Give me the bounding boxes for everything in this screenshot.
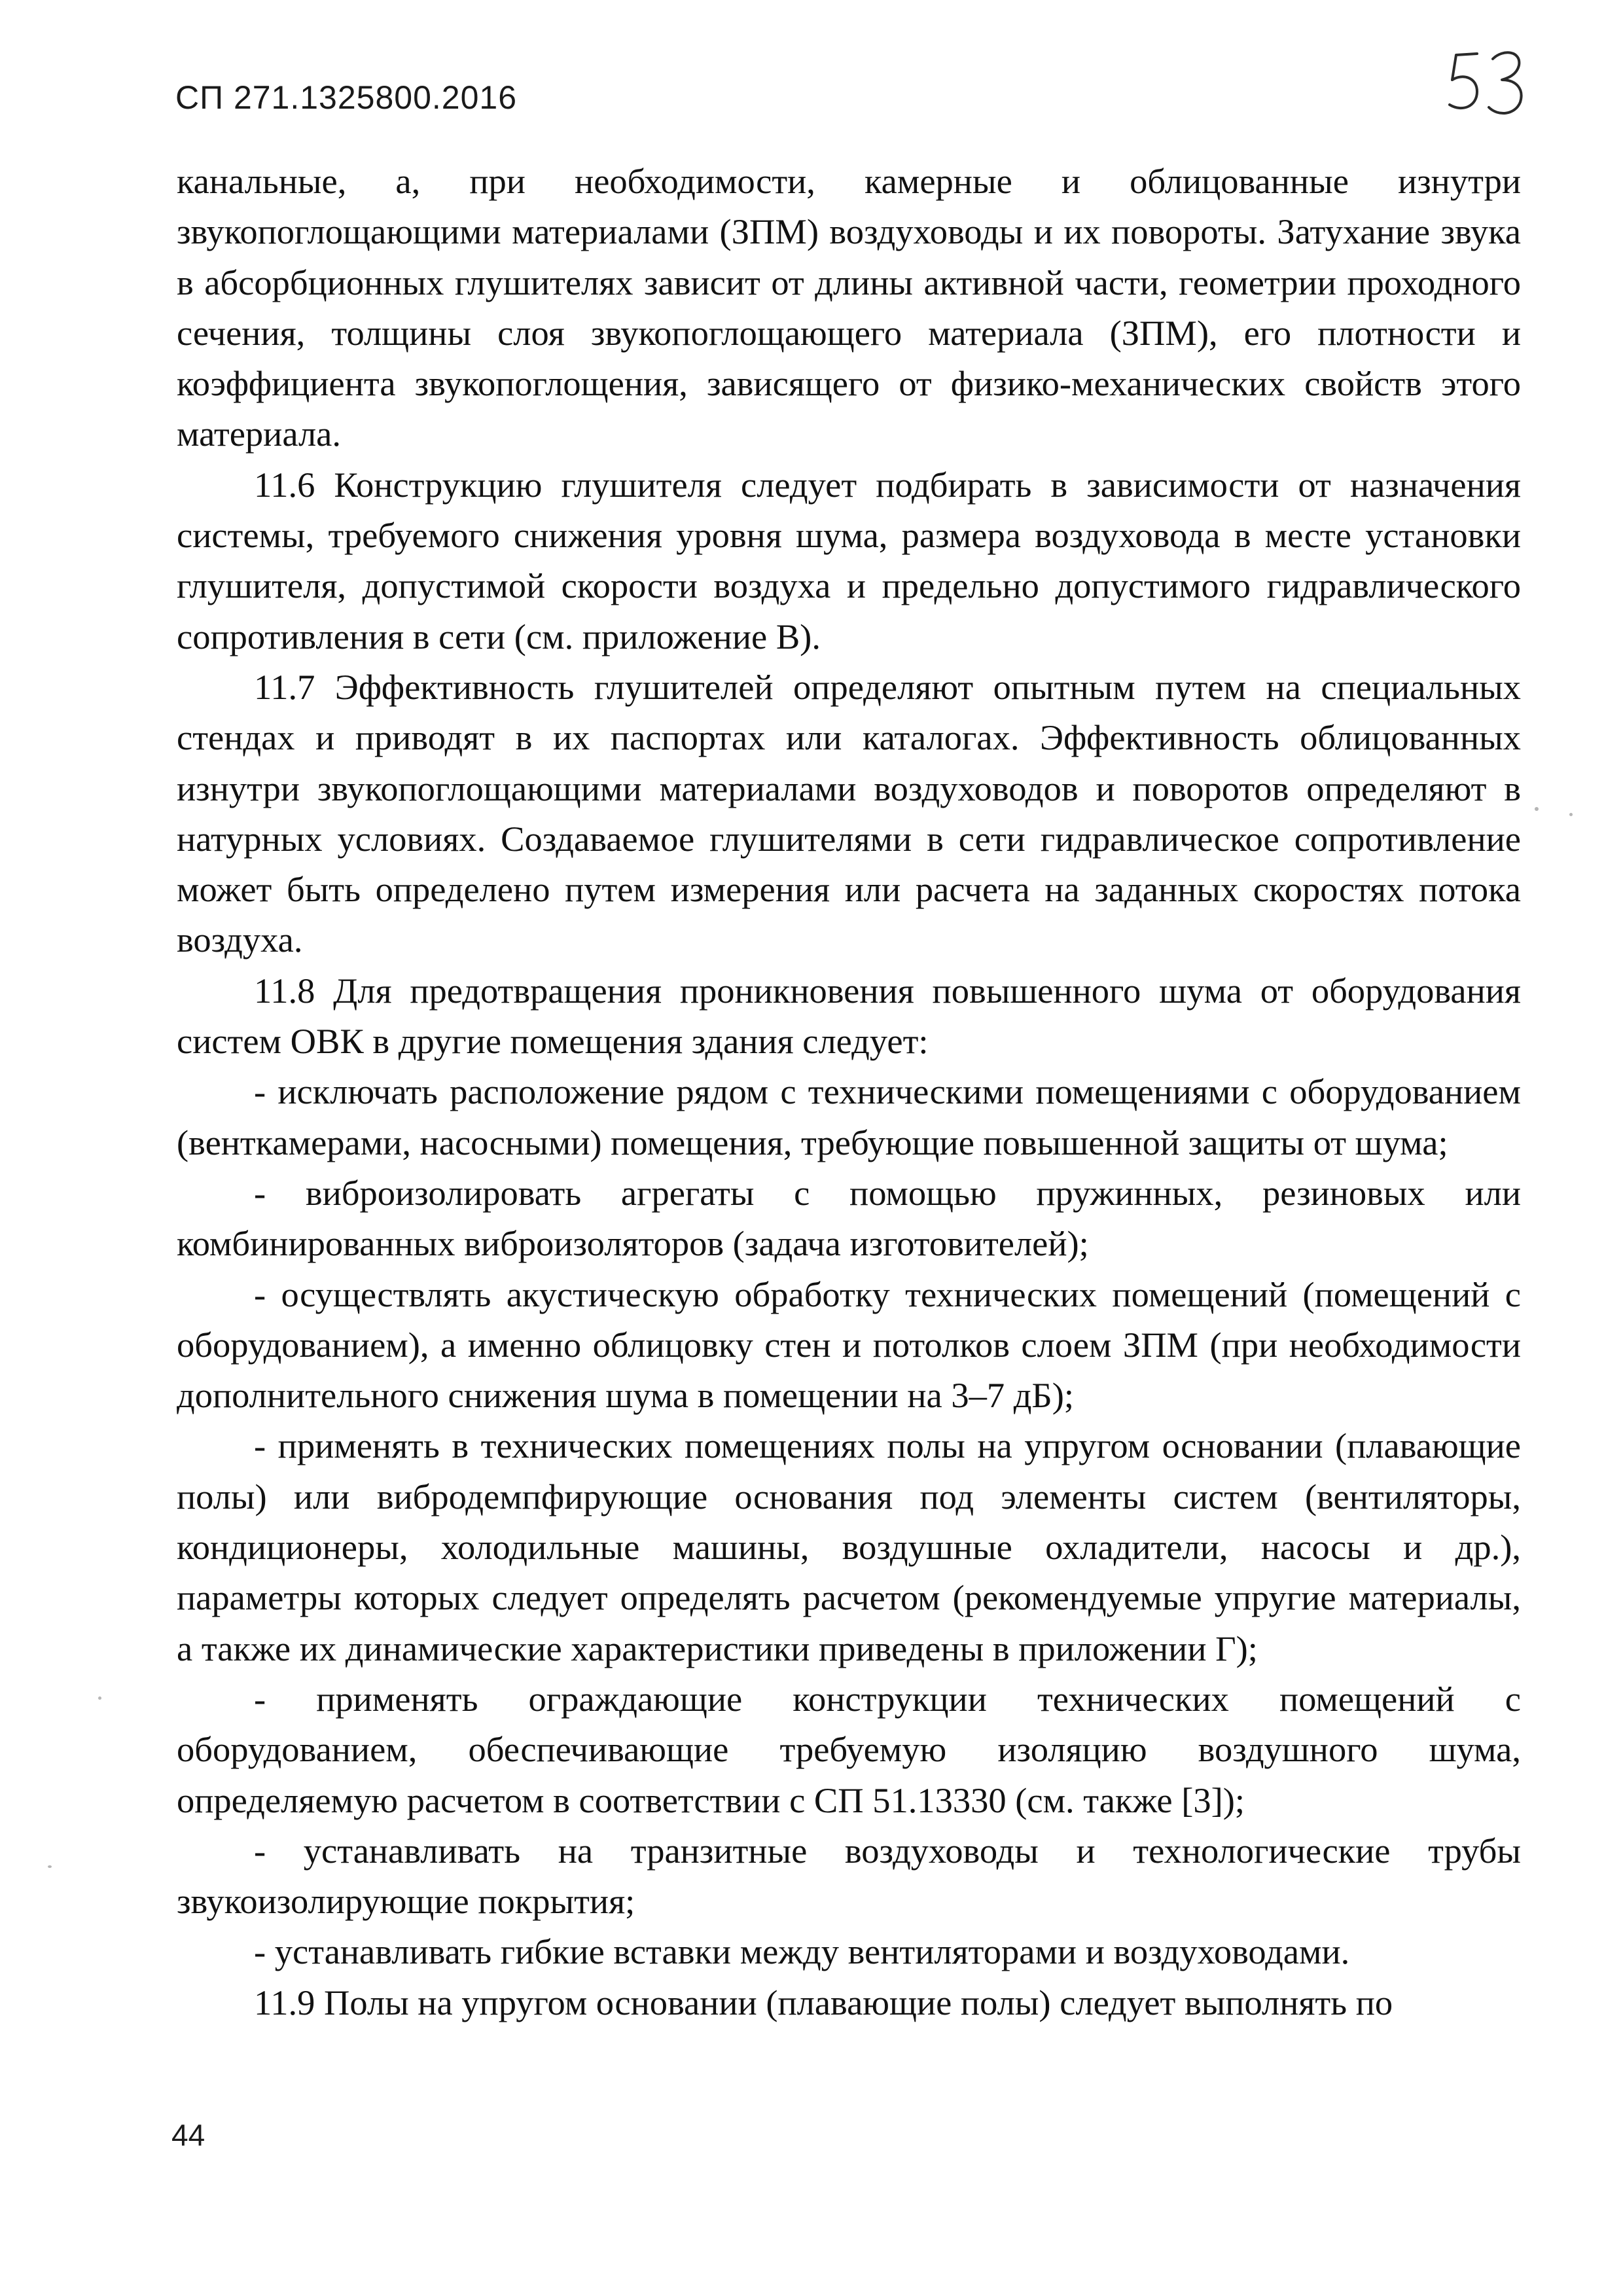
list-item-acoustic-treatment: - осуществлять акустическую обработку технических помещений (помещений с оборудованием), а именно облицовку стен и потолков слоем ЗПМ (при необходимости дополнительного снижения шума в помещении на 3–7 дБ);: [177, 1274, 1521, 1416]
scan-speck: [48, 1865, 52, 1868]
scan-speck: [98, 1696, 101, 1700]
paragraph-11-7: 11.7 Эффективность глушителей определяют опытным путем на специальных стендах и приводят в их паспортах или каталогах. Эффективность облицованных изнутри звукопоглощающими материалами воздуховодов и поворотов определяют в натурных условиях. Создаваемое глушителями в сети гидравлическое сопротивление может быть определено путем измерения или расчета на заданных скоростях потока воздуха.: [177, 666, 1521, 960]
list-item-placement: - исключать расположение рядом с техническими помещениями с оборудованием (венткамерами, насосными) помещения, требующие повышенной защиты от шума;: [177, 1071, 1521, 1162]
handwritten-sheet-number: [1443, 39, 1541, 124]
list-item-duct-coverings: - устанавливать на транзитные воздуховоды и технологические трубы звукоизолирующие покрытия;: [177, 1830, 1521, 1922]
list-item-vibration-isolation: - виброизолировать агрегаты с помощью пружинных, резиновых или комбинированных виброизоляторов (задача изготовителей);: [177, 1172, 1521, 1264]
list-item-flexible-connectors: - устанавливать гибкие вставки между вентиляторами и воздуховодами.: [254, 1931, 1350, 1972]
paragraph-continuation: канальные, а, при необходимости, камерные и облицованные изнутри звукопоглощающими материалами (ЗПМ) воздуховоды и их повороты. Затухание звука в абсорбционных глушителях зависит от длины активной части, геометрии проходного сечения, толщины слоя звукопоглощающего материала (ЗПМ), его плотности и коэффициента звукопоглощения, зависящего от физико-механических свойств этого материала.: [177, 161, 1521, 454]
paragraph-11-9: 11.9 Полы на упругом основании (плавающие полы) следует выполнять по: [254, 1982, 1393, 2022]
paragraph-11-6: 11.6 Конструкцию глушителя следует подбирать в зависимости от назначения системы, требуемого снижения уровня шума, размера воздуховода в месте установки глушителя, допустимой скорости воздуха и предельно допустимого гидравлического сопротивления в сети (см. приложение В).: [177, 464, 1521, 656]
scan-speck: [1535, 807, 1539, 811]
document-code-header: СП 271.1325800.2016: [175, 79, 518, 116]
document-body: [177, 156, 1521, 2028]
list-item-floating-floors: - применять в технических помещениях полы на упругом основании (плавающие полы) или вибродемпфирующие основания под элементы систем (вентиляторы, кондиционеры, холодильные машины, воздушные охладители, насосы и др.), параметры которых следует определять расчетом (рекомендуемые упругие материалы, а также их динамические характеристики приведены в приложении Г);: [177, 1426, 1521, 1668]
paragraph-11-8: 11.8 Для предотвращения проникновения повышенного шума от оборудования систем ОВК в другие помещения здания следует:: [177, 970, 1521, 1062]
list-item-enclosing-structures: - применять ограждающие конструкции технических помещений с оборудованием, обеспечивающие требуемую изоляцию воздушного шума, определяемую расчетом в соответствии с СП 51.13330 (см. также [3]);: [177, 1678, 1521, 1820]
page-number: 44: [171, 2118, 205, 2152]
scan-speck: [1569, 813, 1573, 816]
